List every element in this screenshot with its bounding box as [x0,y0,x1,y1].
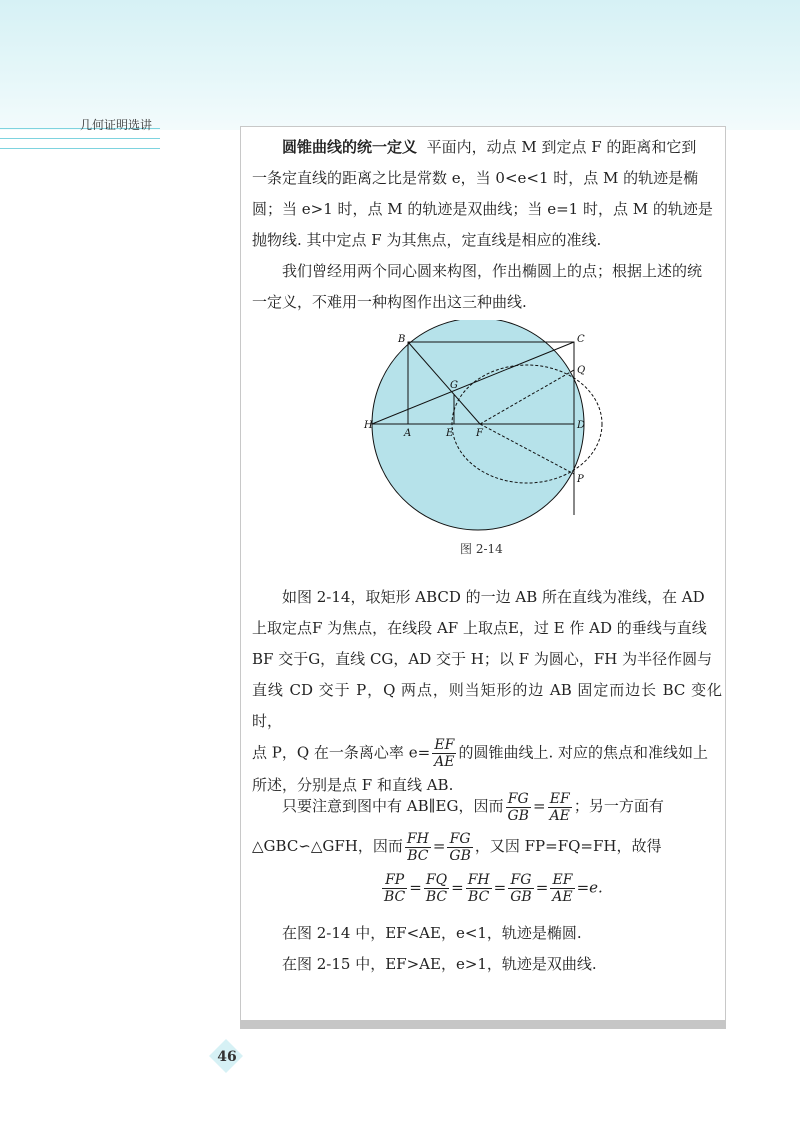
fraction-ef-ae: $\frac{EF}{AE}$ [549,790,570,824]
label-c: C [577,334,585,345]
line: 如图 2-14，取矩形 ABCD 的一边 AB 所在直线为准线，在 AD [282,588,705,606]
label-p: P [577,474,584,485]
top-decorative-band [0,0,800,130]
conic-construction-figure [360,320,620,535]
line: 直线 CD 交于 P，Q 两点，则当矩形的边 AB 固定而边长 BC 变化时， [252,681,722,730]
label-q: Q [577,365,586,376]
fraction-fg-gb: $\frac{FG}{GB}$ [507,790,529,824]
eq-frac-5: $\frac{EF}{AE}$ [552,872,573,905]
content-bottom-bar [240,1020,726,1029]
line: ，又因 FP=FQ=FH，故得 [474,837,662,855]
proof-paragraph [252,786,722,866]
label-a: A [404,428,412,439]
figure-caption: 图 2-14 [460,542,503,556]
line: BF 交于G，直线 CG，AD 交于 H；以 F 为圆心，FH 为半径作圆与 [252,650,713,668]
label-f: F [476,428,483,439]
label-b: B [398,334,406,345]
fraction-fg-gb: $\frac{FG}{GB}$ [449,830,471,864]
chapter-title: 几何证明选讲 [80,118,153,132]
fraction-fh-bc: $\frac{FH}{BC}$ [406,830,429,864]
line: 在图 2-14 中，EF<AE，e<1，轨迹是椭圆. [282,924,582,942]
page-number: 46 [210,1040,244,1074]
conclusion-paragraph [252,918,722,980]
line: ；另一方面有 [573,797,664,815]
eq-frac-2: $\frac{FQ}{BC}$ [425,872,448,905]
line: 在图 2-15 中，EF>AE，e>1，轨迹是双曲线. [282,955,597,973]
line: 点 P，Q 在一条离心率 e= [252,743,431,762]
equals: = [532,797,546,815]
line: △GBC∽△GFH，因而 [252,837,403,855]
line: 平面内，动点 M 到定点 F 的距离和它到 [426,138,697,156]
label-e: E [446,428,454,439]
eq-frac-1: $\frac{FP}{BC}$ [384,872,406,905]
line: 只要注意到图中有 AB∥EG，因而 [282,797,504,815]
line: 我们曾经用两个同心圆来构图，作出椭圆上的点；根据上述的统 [282,262,703,280]
eq-tail: =e. [576,878,603,897]
ratio-equation: $\frac{FP}{BC}$ = $\frac{FQ}{BC}$ = $\frac{FH}{BC}$ = $\frac{FG}{GB}$ = $\frac{EF}{AE}$ =e. [384,872,603,905]
label-g: G [450,380,458,391]
equals: = [432,837,446,855]
eq-frac-3: $\frac{FH}{BC}$ [467,872,490,905]
construction-paragraph [252,582,722,801]
eq-frac-4: $\frac{FG}{GB}$ [510,872,532,905]
line: 圆；当 e>1 时，点 M 的轨迹是双曲线；当 e=1 时，点 M 的轨迹是 [252,200,713,218]
line: 的圆锥曲线上. 对应的焦点和准线如上 [458,743,709,762]
definition-term: 圆锥曲线的统一定义 [282,138,418,156]
label-h: H [364,420,373,431]
line: 上取定点F 为焦点，在线段 AF 上取点E，过 E 作 AD 的垂线与直线 [252,619,707,637]
line: 抛物线. 其中定点 F 为其焦点，定直线是相应的准线. [252,231,602,249]
line: 一条定直线的距离之比是常数 e，当 0<e<1 时，点 M 的轨迹是椭 [252,169,699,187]
definition-paragraph [252,132,722,256]
header-lines [0,128,160,168]
line: 一定义，不难用一种构图作出这三种曲线. [252,293,527,311]
big-circle [372,320,584,530]
label-d: D [577,420,586,431]
intro-paragraph [252,256,722,318]
line: 所述，分别是点 F 和直线 AB. [252,776,454,794]
fraction-ef-ae: $\frac{EF}{AE}$ [434,737,455,770]
